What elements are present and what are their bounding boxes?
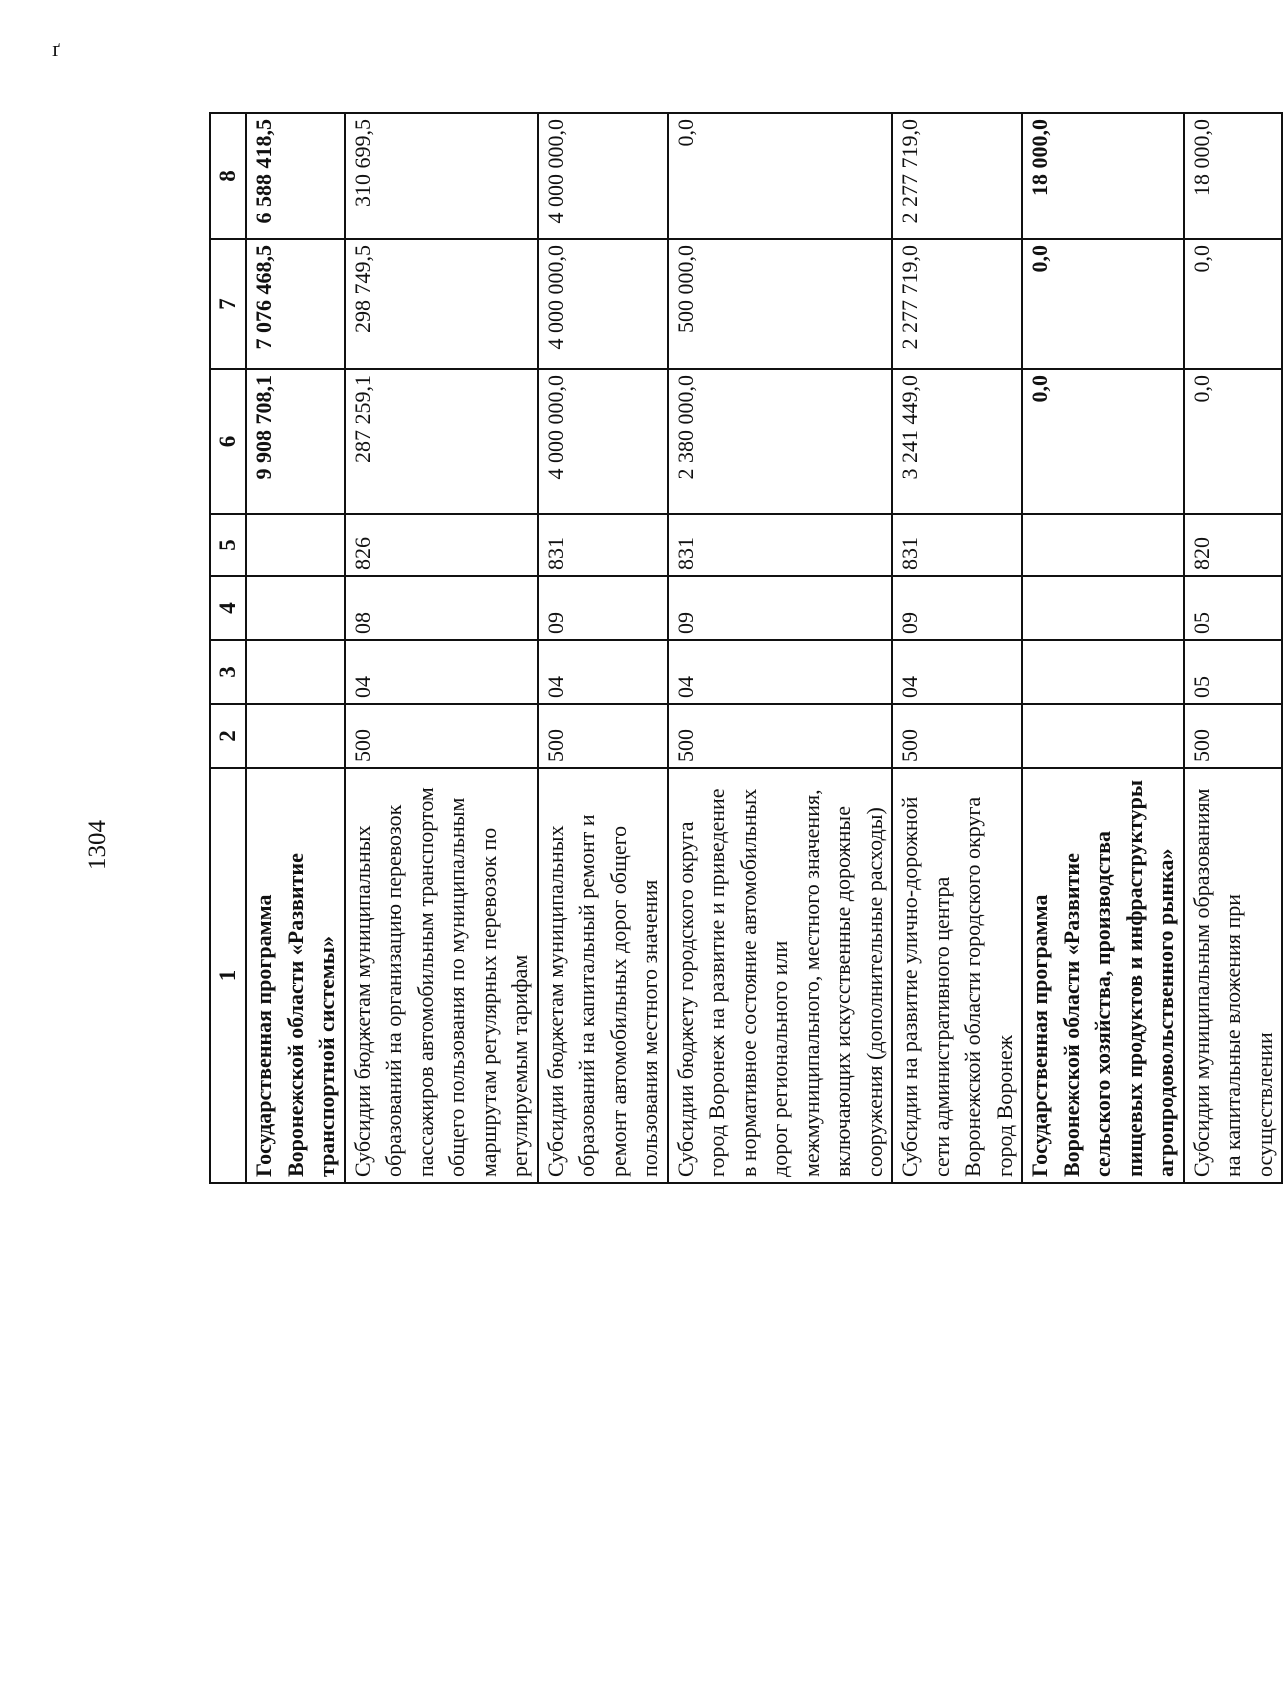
row-name: Субсидии бюджетам муниципальных образований на организацию перевозок пассажиров автомобильным транспортом общего пользования по муниципальным маршрутам регулярных перевозок по регулируемым тарифам [345, 768, 538, 1183]
cell-col8: 0,0 [668, 113, 893, 239]
cell-col5: 826 [345, 514, 538, 576]
cell-col7: 7 076 468,5 [246, 239, 345, 369]
cell-col4: 09 [892, 576, 1022, 640]
cell-col6: 3 241 449,0 [892, 369, 1022, 514]
cell-col8: 310 699,5 [345, 113, 538, 239]
cell-col4 [246, 576, 345, 640]
cell-col2: 500 [1184, 704, 1283, 768]
row-name: Субсидии на развитие улично-дорожной сети административного центра Воронежской области городского округа город Воронеж [892, 768, 1022, 1183]
column-header: 5 [210, 514, 246, 576]
cell-col7: 4 000 000,0 [538, 239, 668, 369]
cell-col5: 820 [1184, 514, 1283, 576]
cell-col2: 500 [345, 704, 538, 768]
cell-col4: 09 [668, 576, 893, 640]
cell-col5: 831 [538, 514, 668, 576]
cell-col6: 2 380 000,0 [668, 369, 893, 514]
column-header: 6 [210, 369, 246, 514]
cell-col6: 287 259,1 [345, 369, 538, 514]
cell-col2 [1022, 704, 1184, 768]
cell-col5 [1022, 514, 1184, 576]
cell-col3: 05 [1184, 640, 1283, 704]
cell-col8: 4 000 000,0 [538, 113, 668, 239]
cell-col7: 500 000,0 [668, 239, 893, 369]
cell-col5: 831 [668, 514, 893, 576]
table-row [246, 113, 345, 1183]
corner-mark: ґ [52, 36, 60, 61]
cell-col7: 0,0 [1022, 239, 1184, 369]
cell-col3: 04 [668, 640, 893, 704]
table-row [668, 113, 893, 1183]
cell-col4 [1022, 576, 1184, 640]
row-name: Государственная программа Воронежской области «Развитие транспортной системы» [246, 768, 345, 1183]
header-row [210, 113, 246, 1183]
cell-col3: 04 [892, 640, 1022, 704]
row-name: Субсидии бюджетам муниципальных образований на капитальный ремонт и ремонт автомобильных дорог общего пользования местного значения [538, 768, 668, 1183]
row-name: Субсидии бюджету городского округа город Воронеж на развитие и приведение в нормативное состояние автомобильных дорог регионального или межмуниципального, местного значения, включающих искусственные дорожные сооружения (дополнительные расходы) [668, 768, 893, 1183]
cell-col2: 500 [892, 704, 1022, 768]
cell-col4: 08 [345, 576, 538, 640]
cell-col4: 05 [1184, 576, 1283, 640]
cell-col7: 298 749,5 [345, 239, 538, 369]
cell-col6: 0,0 [1184, 369, 1283, 514]
cell-col2: 500 [668, 704, 893, 768]
page-number: 1304 [84, 820, 111, 870]
budget-table [209, 112, 1283, 1184]
cell-col2: 500 [538, 704, 668, 768]
column-header: 4 [210, 576, 246, 640]
column-header: 7 [210, 239, 246, 369]
cell-col7: 2 277 719,0 [892, 239, 1022, 369]
cell-col2 [246, 704, 345, 768]
cell-col6: 9 908 708,1 [246, 369, 345, 514]
cell-col3 [1022, 640, 1184, 704]
cell-col3: 04 [538, 640, 668, 704]
cell-col5: 831 [892, 514, 1022, 576]
row-name: Субсидии муниципальным образованиям на капитальные вложения при осуществлении [1184, 768, 1283, 1183]
cell-col7: 0,0 [1184, 239, 1283, 369]
cell-col6: 4 000 000,0 [538, 369, 668, 514]
cell-col8: 2 277 719,0 [892, 113, 1022, 239]
column-header: 1 [210, 768, 246, 1183]
table-row [538, 113, 668, 1183]
table-row [1184, 113, 1283, 1183]
cell-col5 [246, 514, 345, 576]
cell-col8: 18 000,0 [1022, 113, 1184, 239]
cell-col6: 0,0 [1022, 369, 1184, 514]
cell-col8: 6 588 418,5 [246, 113, 345, 239]
cell-col3: 04 [345, 640, 538, 704]
column-header: 3 [210, 640, 246, 704]
table-row [345, 113, 538, 1183]
cell-col8: 18 000,0 [1184, 113, 1283, 239]
cell-col3 [246, 640, 345, 704]
table-row [892, 113, 1022, 1183]
rotated-table-wrapper [209, 112, 1283, 1184]
row-name: Государственная программа Воронежской области «Развитие сельского хозяйства, производства пищевых продуктов и инфраструктуры агропродовольственного рынка» [1022, 768, 1184, 1183]
cell-col4: 09 [538, 576, 668, 640]
column-header: 2 [210, 704, 246, 768]
column-header: 8 [210, 113, 246, 239]
table-row [1022, 113, 1184, 1183]
